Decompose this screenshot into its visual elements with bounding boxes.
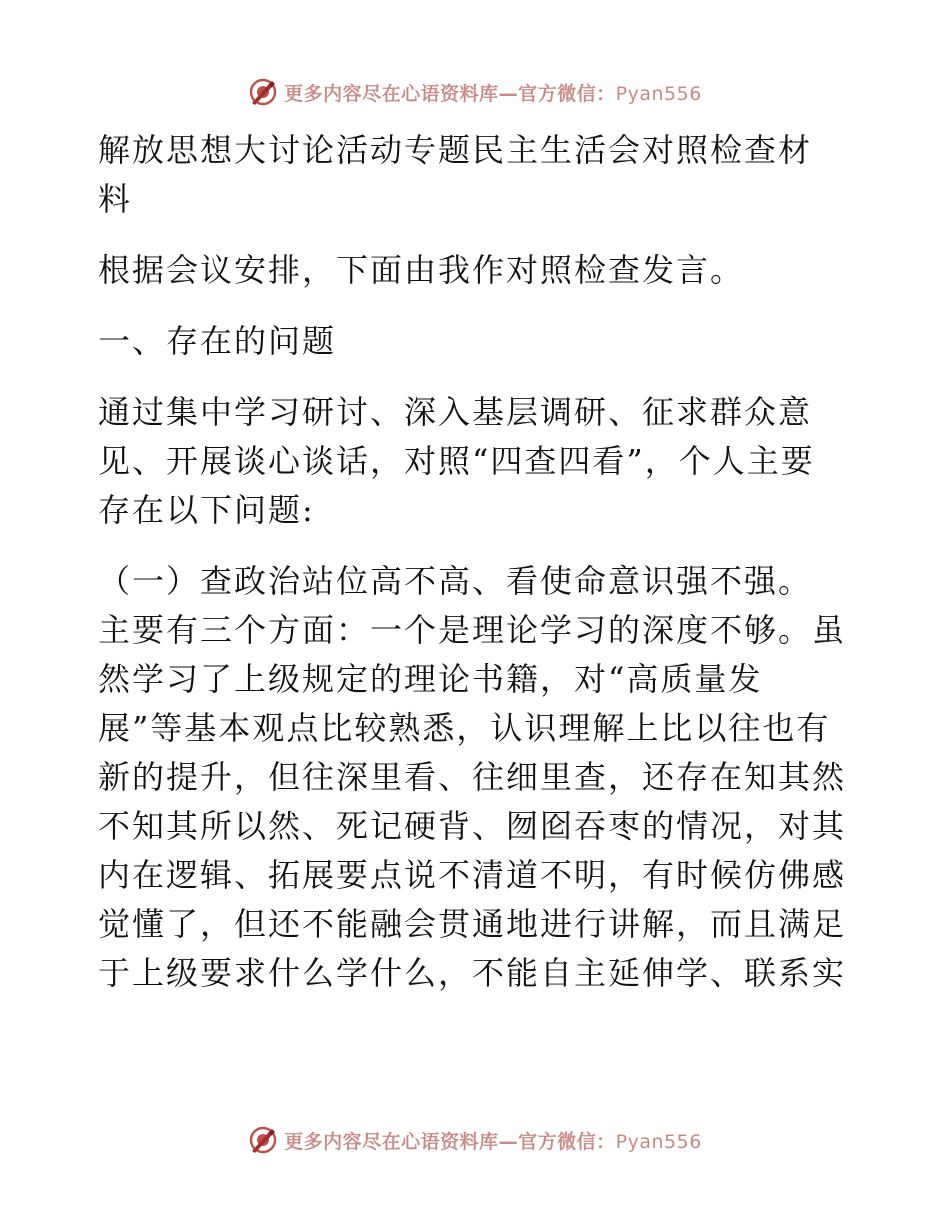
text-line: 存在以下问题: bbox=[98, 491, 315, 529]
text-line: 觉懂了，但还不能融会贯通地进行讲解，而且满足 bbox=[98, 905, 847, 943]
paragraph-1 bbox=[98, 388, 850, 535]
text-line: 于上级要求什么学什么，不能自主延伸学、联系实 bbox=[98, 954, 847, 992]
text-line: 内在逻辑、拓展要点说不清道不明，有时候仿佛感 bbox=[98, 856, 847, 894]
text-line: 然学习了上级规定的理论书籍，对“高质量发 bbox=[98, 660, 763, 698]
footer-watermark bbox=[0, 1120, 950, 1160]
text-line: （一）查政治站位高不高、看使命意识强不强。 bbox=[98, 562, 813, 600]
text-line: 展”等基本观点比较熟悉，认识理解上比以往也有 bbox=[98, 709, 831, 747]
document-body bbox=[98, 126, 850, 998]
watermark-text: 更多内容尽在心语资料库—官方微信：Pyan556 bbox=[284, 82, 702, 105]
title-line: 料 bbox=[98, 180, 133, 218]
intro-paragraph bbox=[98, 246, 850, 295]
watermark-text: 更多内容尽在心语资料库—官方微信：Pyan556 bbox=[284, 1130, 702, 1153]
text-line: 主要有三个方面：一个是理论学习的深度不够。虽 bbox=[98, 611, 847, 649]
title-line: 解放思想大讨论活动专题民主生活会对照检查材 bbox=[98, 131, 813, 169]
section-heading bbox=[98, 317, 850, 366]
paragraph-2 bbox=[98, 557, 850, 998]
text-line: 不知其所以然、死记硬背、囫囵吞枣的情况，对其 bbox=[98, 807, 847, 845]
document-title bbox=[98, 126, 850, 224]
text-line: 一、存在的问题 bbox=[98, 322, 337, 360]
pen-logo-icon bbox=[248, 77, 278, 107]
text-line: 见、开展谈心谈话，对照“四查四看”，个人主要 bbox=[98, 442, 815, 480]
text-line: 通过集中学习研讨、深入基层调研、征求群众意 bbox=[98, 393, 813, 431]
header-watermark bbox=[0, 72, 950, 112]
text-line: 根据会议安排，下面由我作对照检查发言。 bbox=[98, 251, 745, 289]
pen-logo-icon bbox=[248, 1125, 278, 1155]
text-line: 新的提升，但往深里看、往细里查，还存在知其然 bbox=[98, 758, 847, 796]
